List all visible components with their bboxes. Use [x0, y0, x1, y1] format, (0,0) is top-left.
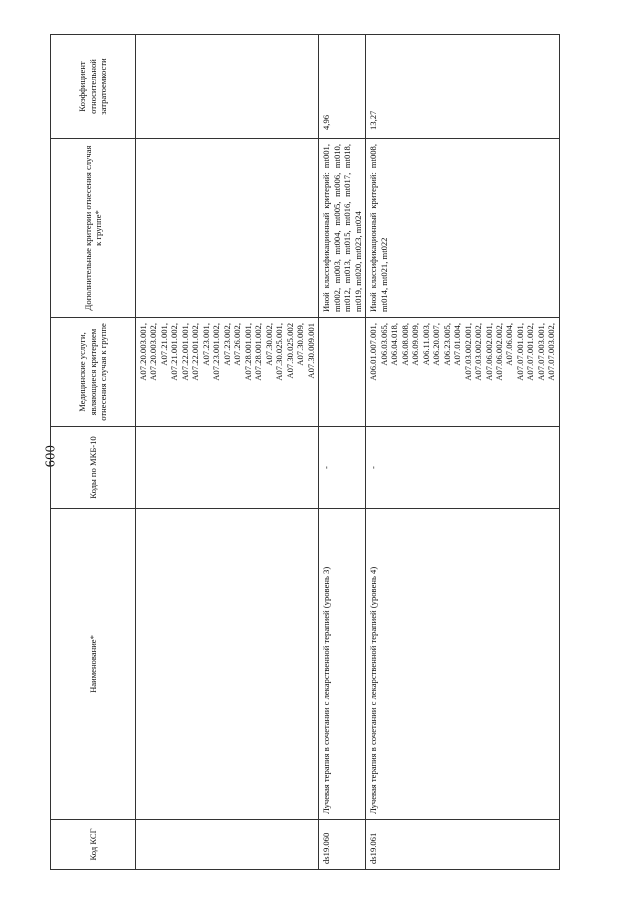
- cell-code: [136, 820, 319, 870]
- service-code: A07.30.002,: [263, 323, 274, 366]
- table-row-continuation: [136, 35, 319, 870]
- service-code: A06.03.065,: [378, 323, 389, 366]
- cell-mkb: -: [319, 427, 366, 509]
- service-code: A06.23.005,: [441, 323, 452, 366]
- service-code: A06.09.009,: [410, 323, 421, 366]
- service-code: A07.22.001.002,: [190, 323, 201, 381]
- table-row: [319, 35, 366, 870]
- cell-mkb: -: [366, 427, 560, 509]
- cell-coef: [136, 35, 319, 139]
- cell-name: Лучевая терапия в сочетании с лекарственной терапией (уровень 3): [319, 509, 366, 820]
- table-header: [51, 35, 136, 870]
- header-criteria: Дополнительные критерии отнесения случая к группе*: [51, 139, 136, 318]
- service-code: A07.03.002.002,: [473, 323, 484, 381]
- service-code: A07.23.001,: [200, 323, 211, 366]
- service-code: A07.28.001.002,: [253, 323, 264, 381]
- cell-services: [319, 318, 366, 427]
- service-code: A07.30.009,: [295, 323, 306, 366]
- cell-code: ds19.061: [366, 820, 560, 870]
- service-code: A07.30.025.002: [284, 323, 295, 379]
- service-code: A07.20.003.001,: [138, 323, 148, 381]
- cell-criteria: Иной классификационный критерий: mt001, mt002, mt003, mt004, mt005, mt006, mt010, mt012, mt013, mt015, mt016, mt017, mt018, mt019, mt020, mt023, mt024: [319, 139, 366, 318]
- cell-criteria: Иной классификационный критерий: mt008, mt014, mt021, mt022: [366, 139, 560, 318]
- cell-coef: 13,27: [366, 35, 560, 139]
- service-code: A07.06.004,: [504, 323, 515, 366]
- service-code: A06.04.018,: [389, 323, 400, 366]
- service-code: A07.01.004,: [452, 323, 463, 366]
- service-code: A07.28.001.001,: [242, 323, 253, 381]
- service-code: A06.08.008,: [399, 323, 410, 366]
- cell-name: Лучевая терапия в сочетании с лекарственной терапией (уровень 4): [366, 509, 560, 820]
- header-coef: Коэффициент относительной затратоемкости: [51, 35, 136, 139]
- rotated-table-container: [50, 35, 610, 870]
- cell-coef: 4,96: [319, 35, 366, 139]
- service-code: A07.21.001.002,: [169, 323, 180, 381]
- service-code: A07.30.025.001,: [274, 323, 285, 381]
- cell-name: [136, 509, 319, 820]
- header-code: Код КСГ: [51, 820, 136, 870]
- service-code: A06.20.007,: [431, 323, 442, 366]
- page-number: 600: [43, 444, 59, 468]
- header-name: Наименование*: [51, 509, 136, 820]
- header-mkb: Коды по МКБ-10: [51, 427, 136, 509]
- service-code: A07.21.001,: [158, 323, 169, 366]
- cell-services: [366, 318, 560, 427]
- table-row: [366, 35, 560, 870]
- ksg-table: [50, 34, 560, 870]
- service-code: A07.03.002.001,: [462, 323, 473, 381]
- service-code: A07.07.001.002,: [525, 323, 536, 381]
- service-code: A07.23.002,: [221, 323, 232, 366]
- service-code: A07.30.009.001: [305, 323, 316, 379]
- cell-code: ds19.060: [319, 820, 366, 870]
- service-code: A07.07.003.002,: [546, 323, 557, 381]
- service-code: A07.22.001.001,: [179, 323, 190, 381]
- service-code: A06.11.003,: [420, 323, 431, 366]
- service-code: A07.20.003.002,: [148, 323, 159, 381]
- service-code: A07.06.002.002,: [493, 323, 504, 381]
- service-code: A07.26.002,: [232, 323, 243, 366]
- service-code: A07.23.001.002,: [211, 323, 222, 381]
- cell-criteria: [136, 139, 319, 318]
- cell-mkb: [136, 427, 319, 509]
- service-code: A06.01.007.001,: [368, 323, 379, 381]
- service-code: A07.07.003.001,: [535, 323, 546, 381]
- cell-services: [136, 318, 319, 427]
- service-code: A07.06.002.001,: [483, 323, 494, 381]
- header-services: Медицинские услуги, являющиеся критерием отнесения случая к группе: [51, 318, 136, 427]
- service-code: A07.07.001.001,: [514, 323, 525, 381]
